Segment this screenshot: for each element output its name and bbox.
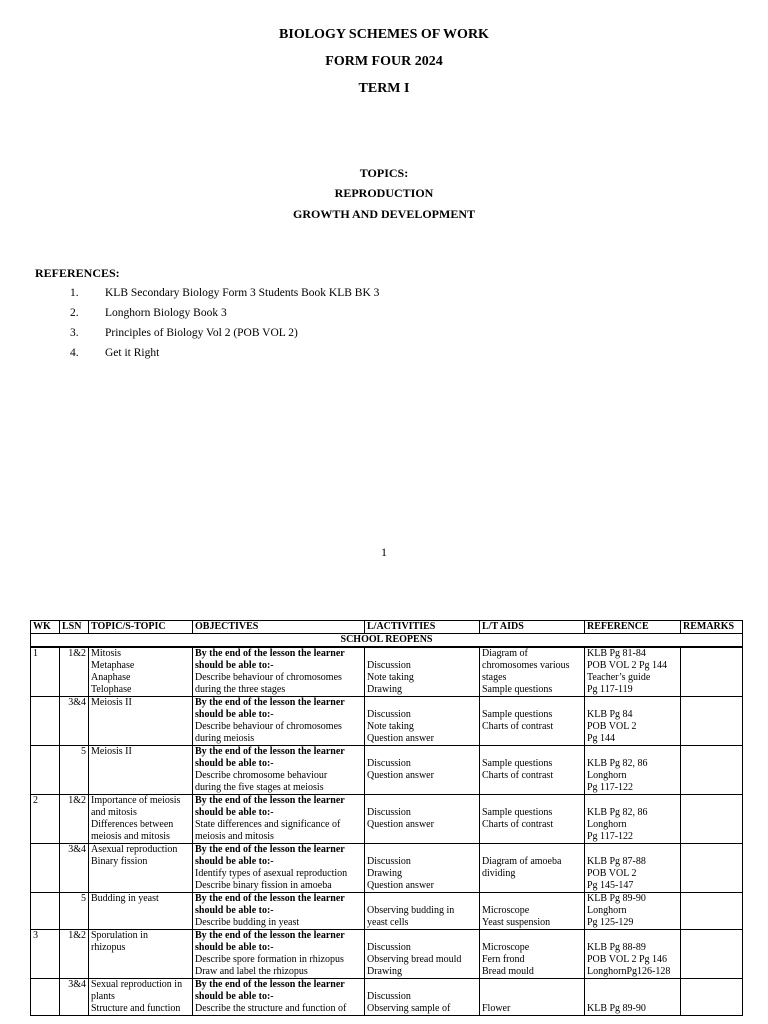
- objectives-line: should be able to:-: [195, 991, 274, 1002]
- topic-cell: [89, 746, 193, 795]
- reference-text: Principles of Biology Vol 2 (POB VOL 2): [105, 327, 298, 339]
- objectives-line: By the end of the lesson the learner: [195, 795, 345, 806]
- activities-line: [367, 979, 477, 991]
- aids-line: Diagram of amoeba: [482, 856, 562, 867]
- aids-line: Charts of contrast: [482, 819, 554, 830]
- header-remarks: REMARKS: [681, 621, 743, 634]
- topic-line: Metaphase: [91, 660, 135, 671]
- aids-line: dividing: [482, 868, 516, 879]
- objectives-line: Describe chromosome behaviour: [195, 770, 328, 781]
- aids-line: Sample questions: [482, 807, 553, 818]
- reference-number: 4.: [70, 347, 79, 359]
- aids-line: Bread mould: [482, 966, 534, 977]
- reference-line: [587, 844, 678, 856]
- aids-line: [482, 831, 582, 843]
- page-number: 1: [381, 545, 387, 559]
- activities-line: Drawing: [367, 966, 402, 977]
- aids-line: [482, 880, 582, 892]
- objectives-line: during the three stages: [195, 684, 286, 695]
- aids-line: Diagram of: [482, 648, 528, 659]
- topic-cell: [89, 930, 193, 979]
- objectives-line: State differences and significance of: [195, 819, 341, 830]
- topic-line: [91, 782, 190, 794]
- activities-line: Question answer: [367, 770, 434, 781]
- topic-line: [91, 721, 190, 733]
- scheme-of-work-table: [30, 620, 743, 1016]
- activities-line: Note taking: [367, 672, 414, 683]
- aids-line: stages: [482, 672, 507, 683]
- aids-cell: [480, 930, 585, 979]
- objectives-cell: [193, 893, 365, 930]
- topic-line: [91, 758, 190, 770]
- topic-line: plants: [91, 991, 115, 1002]
- table-row: [31, 844, 743, 893]
- header-wk: WK: [31, 621, 60, 634]
- objectives-line: should be able to:-: [195, 807, 274, 818]
- objectives-line: should be able to:-: [195, 942, 274, 953]
- remarks-cell: [681, 844, 743, 893]
- topic-cell: [89, 697, 193, 746]
- references-heading: REFERENCES:: [35, 266, 120, 280]
- reference-number: 1.: [70, 287, 79, 299]
- reference-line: Pg 125-129: [587, 917, 634, 928]
- activities-cell: [365, 844, 480, 893]
- aids-line: [482, 733, 582, 745]
- activities-line: [367, 648, 477, 660]
- reference-line: Longhorn: [587, 819, 627, 830]
- reference-line: [587, 697, 678, 709]
- activities-line: Discussion: [367, 660, 411, 671]
- table-row: [31, 697, 743, 746]
- objectives-line: By the end of the lesson the learner: [195, 979, 345, 990]
- remarks-cell: [681, 795, 743, 844]
- topic-line: meiosis and mitosis: [91, 831, 170, 842]
- objectives-line: during meiosis: [195, 733, 255, 744]
- week-cell: [31, 697, 60, 746]
- topic-line: Anaphase: [91, 672, 131, 683]
- lesson-cell: 3&4: [60, 697, 89, 746]
- activities-cell: [365, 647, 480, 697]
- reference-line: Longhorn: [587, 770, 627, 781]
- aids-cell: [480, 746, 585, 795]
- activities-line: Question answer: [367, 880, 434, 891]
- activities-line: Observing budding in: [367, 905, 455, 916]
- activities-cell: [365, 746, 480, 795]
- reference-cell: [585, 979, 681, 1016]
- aids-cell: [480, 844, 585, 893]
- lesson-cell: 1&2: [60, 647, 89, 697]
- aids-cell: [480, 893, 585, 930]
- aids-line: [482, 782, 582, 794]
- topic-line: [91, 709, 190, 721]
- activities-line: [367, 930, 477, 942]
- activities-line: Question answer: [367, 819, 434, 830]
- reference-line: [587, 795, 678, 807]
- topic-line: Meiosis II: [91, 746, 132, 757]
- objectives-line: Describe binary fission in amoeba: [195, 880, 332, 891]
- topic-cell: [89, 979, 193, 1016]
- reference-text: Longhorn Biology Book 3: [105, 307, 227, 319]
- topic-line: [91, 868, 190, 880]
- objectives-line: By the end of the lesson the learner: [195, 648, 345, 659]
- objectives-line: By the end of the lesson the learner: [195, 697, 345, 708]
- reference-line: [587, 930, 678, 942]
- topic-cell: [89, 844, 193, 893]
- remarks-cell: [681, 647, 743, 697]
- aids-line: Sample questions: [482, 758, 553, 769]
- aids-line: Sample questions: [482, 684, 553, 695]
- activities-line: Discussion: [367, 709, 411, 720]
- reference-line: [587, 979, 678, 991]
- objectives-cell: [193, 746, 365, 795]
- reference-cell: [585, 930, 681, 979]
- objectives-line: By the end of the lesson the learner: [195, 930, 345, 941]
- form-subtitle: FORM FOUR 2024: [325, 54, 443, 69]
- reference-text: Get it Right: [105, 347, 160, 359]
- table-row: [31, 746, 743, 795]
- topic-line: Budding in yeast: [91, 893, 159, 904]
- topic-cell: [89, 795, 193, 844]
- reference-line: KLB Pg 82, 86: [587, 807, 648, 818]
- objectives-line: meiosis and mitosis: [195, 831, 274, 842]
- week-cell: [31, 979, 60, 1016]
- reference-cell: [585, 697, 681, 746]
- objectives-line: should be able to:-: [195, 856, 274, 867]
- topic-cell: [89, 647, 193, 697]
- activities-cell: [365, 697, 480, 746]
- objectives-line: By the end of the lesson the learner: [195, 893, 345, 904]
- topic-line: [91, 966, 190, 978]
- reference-line: POB VOL 2 Pg 146: [587, 954, 668, 965]
- activities-line: [367, 795, 477, 807]
- lesson-cell: 3&4: [60, 844, 89, 893]
- lesson-cell: 3&4: [60, 979, 89, 1016]
- reference-line: KLB Pg 88-89: [587, 942, 646, 953]
- remarks-cell: [681, 893, 743, 930]
- week-cell: [31, 746, 60, 795]
- objectives-line: should be able to:-: [195, 758, 274, 769]
- objectives-line: By the end of the lesson the learner: [195, 844, 345, 855]
- activities-line: Observing sample of: [367, 1003, 451, 1014]
- table-row: [31, 795, 743, 844]
- remarks-cell: [681, 930, 743, 979]
- lesson-cell: 5: [60, 746, 89, 795]
- activities-line: Discussion: [367, 807, 411, 818]
- objectives-cell: [193, 930, 365, 979]
- header-aids: L/T AIDS: [480, 621, 585, 634]
- topic-line: Telophase: [91, 684, 132, 695]
- aids-line: [482, 930, 582, 942]
- week-cell: 3: [31, 930, 60, 979]
- activities-line: Discussion: [367, 942, 411, 953]
- remarks-cell: [681, 979, 743, 1016]
- reference-line: Pg 117-122: [587, 831, 634, 842]
- activities-line: [367, 844, 477, 856]
- table-row: [31, 930, 743, 979]
- topic-line: Differences between: [91, 819, 174, 830]
- topic-line: [91, 733, 190, 745]
- activities-line: Discussion: [367, 991, 411, 1002]
- objectives-line: should be able to:-: [195, 709, 274, 720]
- reference-line: [587, 991, 678, 1003]
- topic-item: GROWTH AND DEVELOPMENT: [292, 207, 475, 221]
- reference-cell: [585, 893, 681, 930]
- activities-cell: [365, 893, 480, 930]
- topic-line: Binary fission: [91, 856, 148, 867]
- aids-line: [482, 991, 582, 1003]
- topic-line: Meiosis II: [91, 697, 132, 708]
- aids-line: Yeast suspension: [482, 917, 551, 928]
- school-reopens-row: [31, 634, 743, 648]
- reference-number: 2.: [70, 307, 79, 319]
- topic-line: Sporulation in: [91, 930, 148, 941]
- activities-line: Discussion: [367, 856, 411, 867]
- objectives-line: should be able to:-: [195, 660, 274, 671]
- topic-cell: [89, 893, 193, 930]
- reference-line: KLB Pg 82, 86: [587, 758, 648, 769]
- activities-cell: [365, 979, 480, 1016]
- reference-line: KLB Pg 81-84: [587, 648, 646, 659]
- aids-line: Microscope: [482, 942, 530, 953]
- activities-line: [367, 746, 477, 758]
- aids-line: Microscope: [482, 905, 530, 916]
- objectives-line: Describe behaviour of chromosomes: [195, 672, 342, 683]
- topic-line: [91, 770, 190, 782]
- activities-line: [367, 697, 477, 709]
- table-body: [31, 647, 743, 1016]
- reference-line: Pg 117-122: [587, 782, 634, 793]
- topic-line: Structure and function: [91, 1003, 181, 1014]
- reference-line: Teacher’s guide: [587, 672, 651, 683]
- objectives-cell: [193, 979, 365, 1016]
- remarks-cell: [681, 746, 743, 795]
- reference-cell: [585, 647, 681, 697]
- topic-line: [91, 954, 190, 966]
- reference-line: Pg 145-147: [587, 880, 634, 891]
- objectives-line: Describe the structure and function of: [195, 1003, 347, 1014]
- activities-cell: [365, 930, 480, 979]
- aids-line: [482, 697, 582, 709]
- activities-line: [367, 831, 477, 843]
- reference-line: POB VOL 2: [587, 868, 637, 879]
- lesson-cell: 1&2: [60, 795, 89, 844]
- aids-line: Charts of contrast: [482, 770, 554, 781]
- activities-line: Note taking: [367, 721, 414, 732]
- aids-cell: [480, 647, 585, 697]
- lesson-cell: 1&2: [60, 930, 89, 979]
- reference-line: POB VOL 2 Pg 144: [587, 660, 668, 671]
- topic-item: REPRODUCTION: [334, 186, 434, 200]
- reference-line: POB VOL 2: [587, 721, 637, 732]
- header-reference: REFERENCE: [585, 621, 681, 634]
- reference-line: KLB Pg 89-90: [587, 1003, 646, 1014]
- topic-line: Mitosis: [91, 648, 122, 659]
- topic-line: [91, 880, 190, 892]
- topic-line: [91, 905, 190, 917]
- objectives-line: By the end of the lesson the learner: [195, 746, 345, 757]
- week-cell: [31, 844, 60, 893]
- aids-line: [482, 746, 582, 758]
- aids-cell: [480, 979, 585, 1016]
- aids-line: [482, 795, 582, 807]
- aids-line: Sample questions: [482, 709, 553, 720]
- reference-line: KLB Pg 84: [587, 709, 633, 720]
- header-lsn: LSN: [60, 621, 89, 634]
- objectives-line: during the five stages at meiosis: [195, 782, 324, 793]
- activities-line: Discussion: [367, 758, 411, 769]
- objectives-line: Describe budding in yeast: [195, 917, 300, 928]
- reference-cell: [585, 746, 681, 795]
- term-subtitle: TERM I: [358, 81, 410, 96]
- school-reopens-label: SCHOOL REOPENS: [31, 634, 743, 648]
- reference-cell: [585, 844, 681, 893]
- objectives-cell: [193, 647, 365, 697]
- aids-line: [482, 893, 582, 905]
- activities-line: Observing bread mould: [367, 954, 462, 965]
- activities-line: Drawing: [367, 868, 402, 879]
- topic-line: Sexual reproduction in: [91, 979, 183, 990]
- topic-line: rhizopus: [91, 942, 126, 953]
- objectives-cell: [193, 795, 365, 844]
- objectives-line: should be able to:-: [195, 905, 274, 916]
- activities-line: Question answer: [367, 733, 434, 744]
- objectives-line: Describe spore formation in rhizopus: [195, 954, 344, 965]
- objectives-cell: [193, 844, 365, 893]
- aids-line: Fern frond: [482, 954, 525, 965]
- header-activities: L/ACTIVITIES: [365, 621, 480, 634]
- week-cell: 1: [31, 647, 60, 697]
- reference-line: Pg 117-119: [587, 684, 633, 695]
- aids-cell: [480, 795, 585, 844]
- header-objectives: OBJECTIVES: [193, 621, 365, 634]
- activities-line: Drawing: [367, 684, 402, 695]
- reference-line: KLB Pg 89-90: [587, 893, 646, 904]
- reference-line: Longhorn: [587, 905, 627, 916]
- topic-line: Asexual reproduction: [91, 844, 178, 855]
- aids-line: Flower: [482, 1003, 511, 1014]
- objectives-line: Draw and label the rhizopus: [195, 966, 308, 977]
- header-topic: TOPIC/S-TOPIC: [89, 621, 193, 634]
- objectives-line: Describe behaviour of chromosomes: [195, 721, 342, 732]
- aids-line: [482, 844, 582, 856]
- reference-line: LonghornPg126-128: [587, 966, 671, 977]
- activities-line: yeast cells: [367, 917, 409, 928]
- objectives-line: Identify types of asexual reproduction: [195, 868, 348, 879]
- topics-heading: TOPICS:: [359, 166, 409, 180]
- aids-cell: [480, 697, 585, 746]
- week-cell: 2: [31, 795, 60, 844]
- aids-line: [482, 979, 582, 991]
- reference-line: KLB Pg 87-88: [587, 856, 646, 867]
- aids-line: Charts of contrast: [482, 721, 554, 732]
- table-row: [31, 979, 743, 1016]
- lesson-cell: 5: [60, 893, 89, 930]
- table-header-row: [31, 621, 743, 634]
- reference-line: Pg 144: [587, 733, 616, 744]
- document-title: BIOLOGY SCHEMES OF WORK: [279, 27, 489, 42]
- remarks-cell: [681, 697, 743, 746]
- aids-line: chromosomes various: [482, 660, 570, 671]
- objectives-cell: [193, 697, 365, 746]
- reference-number: 3.: [70, 327, 79, 339]
- topic-line: Importance of meiosis: [91, 795, 181, 806]
- week-cell: [31, 893, 60, 930]
- reference-cell: [585, 795, 681, 844]
- topic-line: [91, 917, 190, 929]
- activities-line: [367, 893, 477, 905]
- reference-line: [587, 746, 678, 758]
- table-row: [31, 647, 743, 697]
- reference-text: KLB Secondary Biology Form 3 Students Book KLB BK 3: [105, 287, 380, 299]
- topic-line: and mitosis: [91, 807, 137, 818]
- activities-cell: [365, 795, 480, 844]
- table-row: [31, 893, 743, 930]
- activities-line: [367, 782, 477, 794]
